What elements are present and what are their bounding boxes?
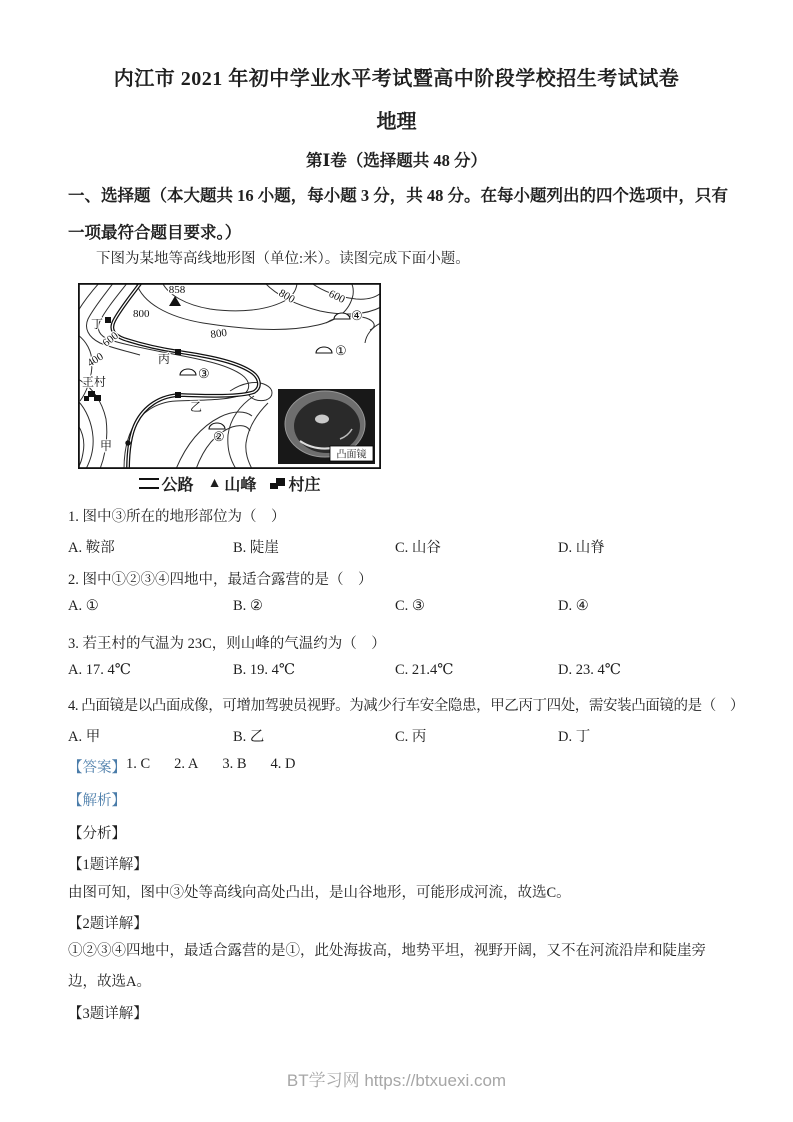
answer-item-4: 4. D <box>270 756 296 772</box>
option-1a[interactable]: A. 鞍部 <box>68 540 115 556</box>
answer-line <box>68 756 748 777</box>
page-title: 内江市 2021 年初中学业水平考试暨高中阶段学校招生考试试卷 <box>113 68 680 90</box>
analysis-jiexi-heading: 【解析】 <box>68 793 126 809</box>
section-heading: 一、选择题（本大题共 16 小题，每小题 3 分，共 48 分。在每小题列出的四个选项中，只有一项最符合题目要求。） <box>68 186 728 242</box>
map-label-wangcun: 王村 <box>82 375 107 389</box>
option-3d[interactable]: D. 23. 4℃ <box>558 662 621 678</box>
contour-map-figure <box>78 283 381 469</box>
question-3-stem: 3. 若王村的气温为 23C，则山峰的气温约为（ ） <box>68 636 386 652</box>
option-3a[interactable]: A. 17. 4℃ <box>68 662 131 678</box>
peak-triangle-icon <box>169 296 181 306</box>
map-label-bing: 丙 <box>158 352 171 366</box>
question-1-stem: 1. 图中③所在的地形部位为（ ） <box>68 509 286 525</box>
map-label-800b: 800 <box>209 326 228 341</box>
map-label-site1: ① <box>335 343 347 358</box>
answer-item-1: 1. C <box>126 756 151 772</box>
village-blocks-icon <box>84 391 101 401</box>
legend-village-label: 村庄 <box>288 477 321 494</box>
map-label-800c: 800 <box>276 287 297 306</box>
detail-2-heading: 【2题详解】 <box>68 916 148 932</box>
map-label-site3: ③ <box>198 366 210 381</box>
option-4b[interactable]: B. 乙 <box>233 729 265 745</box>
detail-3-heading: 【3题详解】 <box>68 1006 148 1022</box>
detail-1-heading: 【1题详解】 <box>68 857 148 873</box>
option-1c[interactable]: C. 山谷 <box>395 540 441 556</box>
question-2-options <box>68 598 748 615</box>
point-yi-marker <box>175 392 181 398</box>
detail-2-text: ①②③④四地中，最适合露营的是①，此处海拔高，地势平坦，视野开阔，又不在河流沿岸和陡崖旁边，故选A。 <box>68 943 706 990</box>
option-1d[interactable]: D. 山脊 <box>558 540 605 556</box>
analysis-fenxi-heading: 【分析】 <box>68 826 126 842</box>
village-icon <box>270 477 285 490</box>
question-3-options <box>68 662 748 679</box>
map-label-peak-elevation: 858 <box>168 284 186 296</box>
map-label-600a: 600 <box>100 329 121 350</box>
question-1-options <box>68 536 748 557</box>
option-4d[interactable]: D. 丁 <box>558 729 591 745</box>
map-label-800a: 800 <box>133 308 150 320</box>
map-label-site2: ② <box>213 429 225 444</box>
point-bing-marker <box>175 349 181 355</box>
peak-icon: ▲ <box>207 475 222 491</box>
convex-mirror-photo <box>278 389 375 464</box>
answer-item-3: 3. B <box>222 756 247 772</box>
point-jia-marker <box>125 440 130 445</box>
legend-road <box>139 472 194 495</box>
option-2c[interactable]: C. ③ <box>395 598 425 614</box>
detail-1-text: 由图可知，图中③处等高线向高处凸出，是山谷地形，可能形成河流，故选C。 <box>68 885 571 901</box>
map-legend <box>78 472 381 495</box>
answer-label: 【答案】 <box>68 760 126 776</box>
road-icon <box>139 478 159 489</box>
subject-title: 地理 <box>376 111 417 133</box>
question-2-stem: 2. 图中①②③④四地中，最适合露营的是（ ） <box>68 572 373 588</box>
option-4c[interactable]: C. 丙 <box>395 729 427 745</box>
legend-peak-label: 山峰 <box>224 477 257 494</box>
option-2a[interactable]: A. ① <box>68 598 99 614</box>
option-4a[interactable]: A. 甲 <box>68 729 101 745</box>
map-label-site4: ④ <box>351 308 363 323</box>
inset-caption: 凸面镜 <box>336 449 367 461</box>
map-label-600b: 600 <box>326 287 347 306</box>
option-2d[interactable]: D. ④ <box>558 598 589 614</box>
legend-road-label: 公路 <box>161 477 194 494</box>
option-1b[interactable]: B. 陡崖 <box>233 540 279 556</box>
figure-intro-text: 下图为某地等高线地形图（单位:米）。读图完成下面小题。 <box>96 251 470 267</box>
map-label-jia: 甲 <box>99 439 112 453</box>
point-ding-marker <box>105 317 111 323</box>
option-3b[interactable]: B. 19. 4℃ <box>233 662 296 678</box>
watermark: BT学习网 https://btxuexi.com <box>286 1071 507 1090</box>
legend-peak <box>208 472 257 495</box>
question-4-options <box>68 725 748 746</box>
legend-village <box>270 472 320 495</box>
map-label-yi: 乙 <box>190 400 203 414</box>
part-title: 第Ⅰ卷（选择题共 48 分） <box>306 151 487 170</box>
question-4-stem: 4. 凸面镜是以凸面成像，可增加驾驶员视野。为减少行车安全隐患，甲乙丙丁四处，需安装凸面镜的是（ ） <box>68 698 744 714</box>
contour-map-svg <box>78 283 381 469</box>
map-label-400: 400 <box>85 350 106 370</box>
answer-item-2: 2. A <box>174 756 199 772</box>
option-2b[interactable]: B. ② <box>233 598 263 614</box>
option-3c[interactable]: C. 21.4℃ <box>395 662 454 678</box>
map-label-ding: 丁 <box>90 317 103 331</box>
